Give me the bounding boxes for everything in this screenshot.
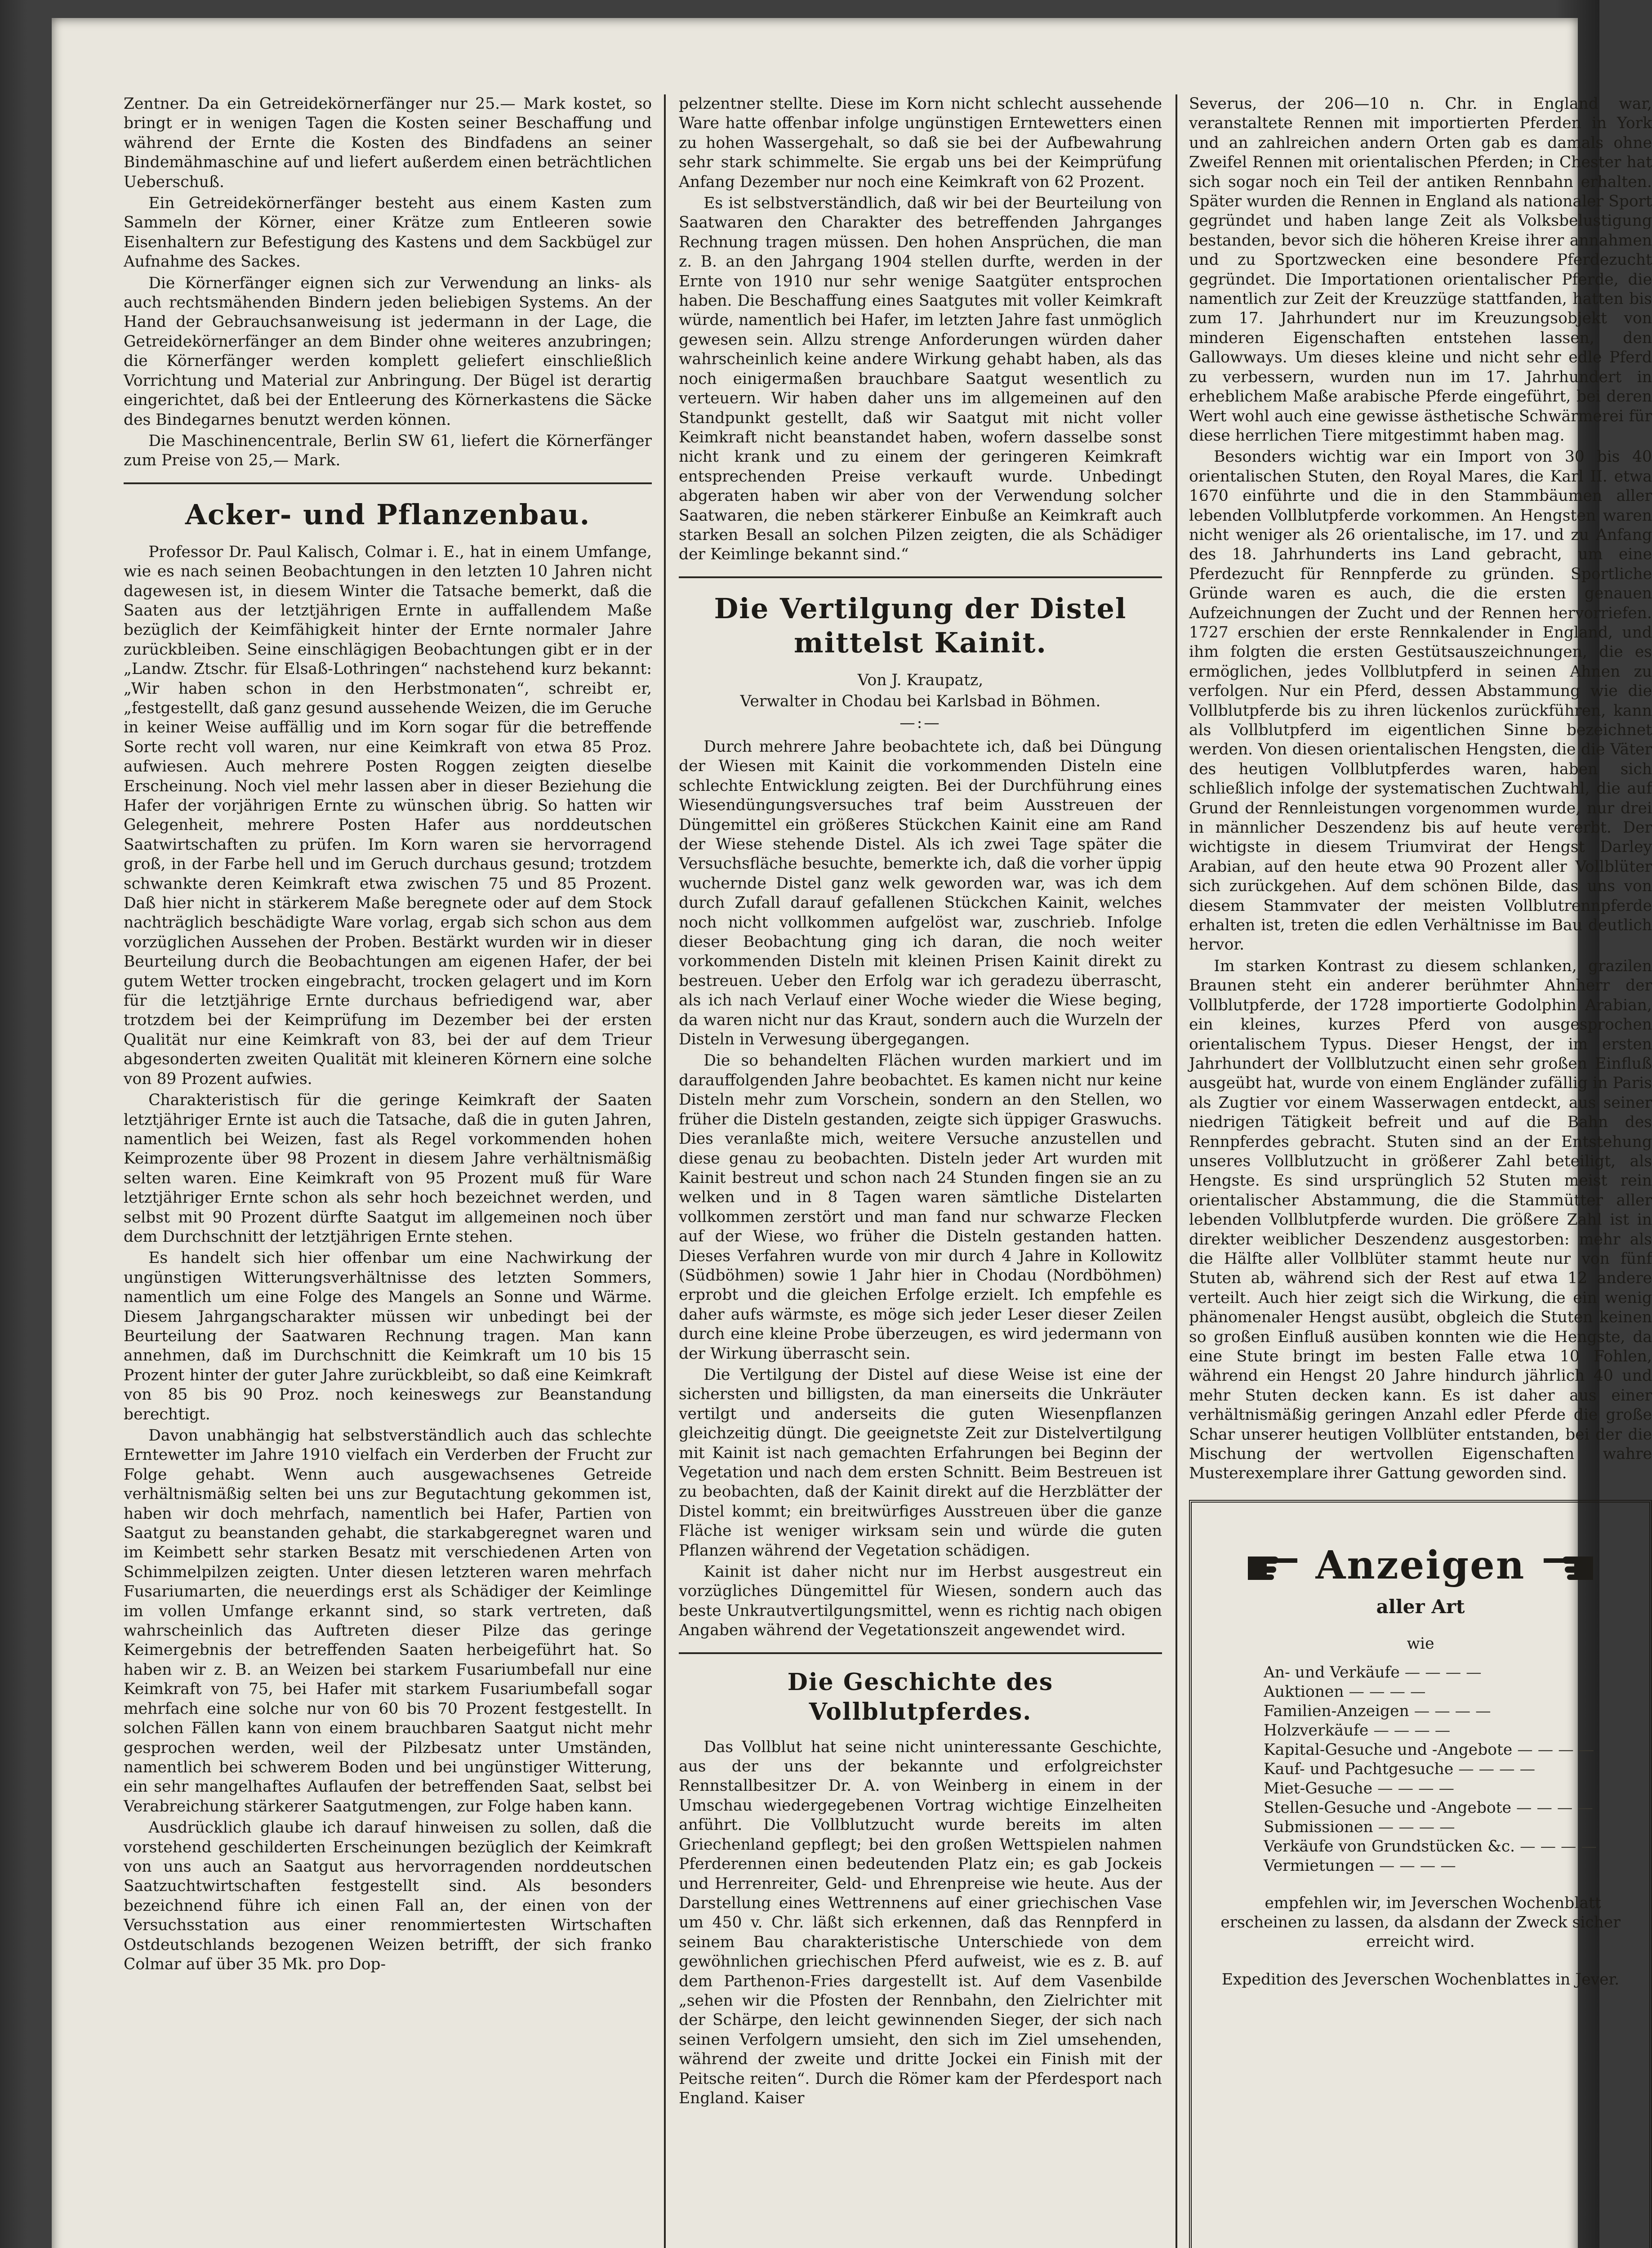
list-item: Submissionen — — — — xyxy=(1264,1818,1627,1837)
vollblut-article-body xyxy=(679,1738,1162,2109)
column-1 xyxy=(124,94,652,2244)
column-divider xyxy=(1176,94,1177,2248)
newspaper-page xyxy=(52,18,1652,2248)
ad-category-list xyxy=(1264,1663,1627,1876)
paragraph: Davon unabhängig hat selbstverständlich auch das schlechte Erntewetter im Jahre 1910 vielfach ein Verderben der Frucht zur Folge gehabt. Wenn auch ausgewachsenes Getreide verhältnismäßig selten bei uns zur Begutachtung gekommen ist, haben wir doch mehrfach, namentlich bei Hafer, Partien von Saatgut zu beanstanden gehabt, die starkabgeregnet waren und im Keimbett sehr starken Besatz mit verschiedenen Arten von Schimmelpilzen zeigten. Unter diesen letzteren waren mehrfach Fusariumarten, die neuerdings erst als Schädiger der Keimlinge im vollen Umfange erkannt sind, so stark vertreten, daß wahrscheinlich das Auftreten dieser Pilze das geringe Keimergebnis der betreffenden Saaten herbeigeführt hat. So haben wir z. B. an Weizen bei starkem Fusariumbefall nur eine Keimkraft von 75, bei Hafer mit starkem Fusariumbefall sogar mehrfach eine solche nur von 60 bis 70 Prozent festgestellt. In solchen Fällen kann von einem brauchbaren Saatgut nicht mehr gesprochen werden, weil der Pilzbesatz unter Umständen, namentlich bei schwerem Boden und bei ungünstiger Witterung, ein sehr mangelhaftes Auflaufen der betreffenden Saat, selbst bei Verabreichung stärkerer Saatgutmengen, zur Folge haben kann. xyxy=(124,1427,652,1815)
paragraph: Ein Getreidekörnerfänger besteht aus einem Kasten zum Sammeln der Körner, einer Krätze zum Entleeren sowie Eisenhaltern zur Befestigung des Kastens und dem Sackbügel zur Aufnahme des Sackes. xyxy=(124,194,652,271)
paragraph: Die Vertilgung der Distel auf diese Weise ist eine der sichersten und billigsten, da man einerseits die Unkräuter vertilgt und anderseits die guten Wiesenpflanzen gleichzeitig düngt. Die geeignetste Zeit zur Distelvertilgung mit Kainit ist nach gemachten Erfahrungen bei Beginn der Vegetation und nach dem ersten Schnitt. Beim Bestreuen ist zu beobachten, daß der Kainit direkt auf die Herzblätter der Distel kommt; ein breitwürfiges Ausstreuen über die ganze Fläche ist weniger wirksam sein und würde die guten Pflanzen während der Vegetation schädigen. xyxy=(679,1365,1162,1560)
divider xyxy=(124,482,652,484)
paragraph: Durch mehrere Jahre beobachtete ich, daß bei Düngung der Wiesen mit Kainit die vorkommenden Disteln eine schlechte Entwicklung zeigten. Bei der Durchführung eines Wiesendüngungsversuches traf beim Ausstreuen der Düngemittel ein größeres Stückchen Kainit eine am Rand der Wiese stehende Distel. Als ich zwei Tage später die Versuchsfläche besuchte, bemerkte ich, daß die vorher üppig wuchernde Distel ganz welk geworden war, was ich dem durch Zufall darauf gefallenen Stückchen Kainit, welches noch nicht vollkommen aufgelöst war, zuschrieb. Infolge dieser Beobachtung ging ich daran, die noch weiter vorkommenden Disteln mit kleinen Prisen Kainit direkt zu bestreuen. Ueber den Erfolg war ich geradezu überrascht, als ich nach Verlauf einer Woche wieder die Wiese beging, da waren nicht nur das Kraut, sondern auch die Wurzeln der Disteln in Verwesung übergegangen. xyxy=(679,737,1162,1049)
list-item: Kapital-Gesuche und -Angebote — — — — xyxy=(1264,1740,1627,1760)
article-byline: Von J. Kraupatz, xyxy=(857,671,984,689)
paragraph: Es handelt sich hier offenbar um eine Nachwirkung der ungünstigen Witterungsverhältnisse des letzten Sommers, namentlich um eine Folge des Mangels an Sonne und Wärme. Diesem Jahrgangscharakter müssen wir unbedingt bei der Beurteilung der Saatwaren Rechnung tragen. Man kann annehmen, daß im Durchschnitt die Keimkraft um 10 bis 15 Prozent hinter der guter Jahre zurückbleibt, so daß eine Keimkraft von 85 bis 90 Proz. noch keineswegs zur Beanstandung berechtigt. xyxy=(124,1249,652,1423)
advertisement-box xyxy=(1189,1500,1652,2248)
section-heading: Acker- und Pflanzenbau. xyxy=(185,498,591,531)
list-item: Stellen-Gesuche und -Angebote — — — — xyxy=(1264,1798,1627,1818)
article-separator: —:— xyxy=(899,714,941,732)
distel-article-body xyxy=(679,737,1162,1641)
paragraph: Das Vollblut hat seine nicht uninteressante Geschichte, aus der uns der bekannte und erfolgreichster Rennstallbesitzer Dr. A. von Weinberg in einem in der Umschau wiedergegebenen Vortrag wichtige Einzelheiten anführt. Die Vollblutzucht wurde bereits im alten Griechenland gepflegt; bei den großen Wettspielen nahmen Pferderennen einen bedeutenden Platz ein; es gab Jockeis und Herrenreiter, Geld- und Ehrenpreise wie heute. Aus der Darstellung eines Wettrennens auf einer griechischen Vase um 450 v. Chr. läßt sich erkennen, daß das Rennpferd in seinem Bau charakteristische Unterschiede von dem gewöhnlichen griechischen Pferd aufweist, wie es z. B. auf dem Parthenon-Fries dargestellt ist. Auf dem Vasenbilde „sehen wir die Pfosten der Rennbahn, den Zielrichter mit der Schärpe, den leicht gewinnenden Sieger, der sich nach seinen Verfolgern umsieht, den sich im Ziel umsehenden, während der zweite und dritte Jockei ein Finish mit der Peitsche reiten“. Durch die Römer kam der Pferdesport nach England. Kaiser xyxy=(679,1738,1162,2107)
ad-wie: wie xyxy=(1407,1635,1434,1653)
paragraph: Kainit ist daher nicht nur im Herbst ausgestreut ein vorzügliches Düngemittel für Wiesen, sondern auch das beste Unkrautvertilgungsmittel, wenn es richtig nach obigen Angaben während der Vegetationszeit angewendet wird. xyxy=(679,1563,1162,1640)
col2-intro xyxy=(679,94,1162,565)
list-item: Miet-Gesuche — — — — xyxy=(1264,1779,1627,1798)
col1-intro xyxy=(124,94,652,471)
pointing-hand-left-icon xyxy=(1541,1548,1595,1583)
list-item: Kauf- und Pachtgesuche — — — — xyxy=(1264,1760,1627,1779)
article-title-distel: Die Vertilgung der Distel mittelst Kainit. xyxy=(714,592,1127,659)
column-3 xyxy=(1189,94,1652,2244)
col1-article xyxy=(124,543,652,1975)
list-item: Verkäufe von Grundstücken &c. — — — — xyxy=(1264,1837,1627,1856)
ad-text: empfehlen wir, im Jeverschen Wochenblatt erscheinen zu lassen, da alsdann der Zweck sicher erreicht wird. xyxy=(1220,1894,1621,1951)
pointing-hand-right-icon xyxy=(1246,1548,1300,1583)
column-divider xyxy=(664,94,666,2248)
list-item: Familien-Anzeigen — — — — xyxy=(1264,1702,1627,1721)
list-item: An- und Verkäufe — — — — xyxy=(1264,1663,1627,1682)
ad-subtitle: aller Art xyxy=(1376,1595,1465,1618)
paragraph: Die Körnerfänger eignen sich zur Verwendung an links- als auch rechtsmähenden Bindern jeden beliebigen Systems. An der Hand der Gebrauchsanweisung ist jedermann in der Lage, die Getreidekörnerfänger an dem Binder ohne weiteres anzubringen; die Körnerfänger werden komplett geliefert einschließlich Vorrichtung und Material zur Anbringung. Der Bügel ist derartig eingerichtet, daß bei der Entleerung des Körnerkastens die Säcke des Bindegarnes benutzt werden können. xyxy=(124,274,652,429)
list-item: Holzverkäufe — — — — xyxy=(1264,1721,1627,1740)
list-item: Auktionen — — — — xyxy=(1264,1682,1627,1702)
divider xyxy=(679,1652,1162,1654)
paragraph: Professor Dr. Paul Kalisch, Colmar i. E., hat in einem Umfange, wie es nach seinen Beobachtungen in den letzten 10 Jahren nicht dagewesen ist, in diesem Winter die Tatsache bemerkt, daß die Saaten aus der letztjährigen Ernte in auffallendem Maße bezüglich der Keimfähigkeit hinter der Ernte normaler Jahre zurückbleiben. Seine einschlägigen Beobachtungen gibt er in der „Landw. Ztschr. für Elsaß-Lothringen“ nachstehend kurz bekannt: „Wir haben schon in den Herbstmonaten“, schreibt er, „festgestellt, daß ganz gesund aussehende Weizen, die im Geruche in keiner Weise auffällig und im Korn sogar für die betreffende Sorte recht voll waren, nur eine Keimkraft von etwa 85 Proz. aufwiesen. Auch mehrere Posten Roggen zeigten dieselbe Erscheinung. Noch viel mehr lassen aber in dieser Beziehung die Hafer der vorjährigen Ernte zu wünschen übrig. So hatten wir Gelegenheit, mehrere Posten Hafer aus norddeutschen Saatwirtschaften zu prüfen. Im Korn waren sie hervorragend groß, in der Farbe hell und im Geruch durchaus gesund; trotzdem schwankte deren Keimkraft etwa zwischen 75 und 85 Prozent. Daß hier nicht in stärkerem Maße beregnete oder auf dem Stock nachträglich beschädigte Ware vorlag, ergab sich schon aus dem vorzüglichen Aussehen der Proben. Bestärkt wurden wir in dieser Beurteilung durch die Beobachtungen am eigenen Hafer, der bei gutem Wetter trocken eingebracht, trocken gelagert und im Korn für die letztjährige Ernte durchaus befriedigend war, aber trotzdem bei der Keimprüfung im Dezember bei der ersten Qualität nur eine Keimkraft von 83, bei der auf dem Trieur abgesonderten zweiten Qualität mit kleineren Körnern eine solche von 89 Prozent aufwies. xyxy=(124,543,652,1088)
article-title-vollblut: Die Geschichte des Vollblutpferdes. xyxy=(787,1668,1054,1726)
ad-header xyxy=(1214,1543,1627,1588)
paragraph: Es ist selbstverständlich, daß wir bei der Beurteilung von Saatwaren den Charakter des betreffenden Jahrganges Rechnung tragen müssen. Den hohen Ansprüchen, die man z. B. an den Jahrgang 1904 stellen durfte, werden in der Ernte von 1910 nur sehr wenige Saatgüter entsprochen haben. Die Beschaffung eines Saatgutes mit voller Keimkraft würde, namentlich bei Hafer, im letzten Jahre fast unmöglich gewesen sein. Allzu strenge Anforderungen würden daher wahrscheinlich keine andere Wirkung gehabt haben, als das noch einigermaßen brauchbare Saatgut wesentlich zu verteuern. Wir haben daher uns im allgemeinen auf den Standpunkt gestellt, daß wir Saatgut mit nicht voller Keimkraft nicht beanstandet haben, wofern dasselbe sonst nicht krank und zu einem der geringeren Keimkraft entsprechenden Preise verkauft wurde. Unbedingt abgeraten haben wir aber von der Verwendung solcher Saatwaren, die neben stärkerer Einbuße an Keimkraft auch starken Besall an solchen Pilzen zeigten, die als Schädiger der Keimlinge bekannt sind.“ xyxy=(679,194,1162,564)
paragraph: pelzentner stellte. Diese im Korn nicht schlecht aussehende Ware hatte offenbar infolge ungünstigen Erntewetters einen zu hohen Wassergehalt, so daß sie bei der Aufbewahrung sehr stark schimmelte. Sie ergab uns bei der Keimprüfung Anfang Dezember nur noch eine Keimkraft von 62 Prozent. xyxy=(679,95,1162,191)
list-item: Vermietungen — — — — xyxy=(1264,1856,1627,1876)
paragraph: Die Maschinencentrale, Berlin SW 61, liefert die Körnerfänger zum Preise von 25,— Mark. xyxy=(124,432,652,470)
article-byline-location: Verwalter in Chodau bei Karlsbad in Böhmen. xyxy=(740,692,1101,711)
paragraph: Zentner. Da ein Getreidekörnerfänger nur 25.— Mark kostet, so bringt er in wenigen Tagen die Kosten seiner Beschaffung und während der Ernte die Kosten des Bindfadens an seiner Bindemähmaschine auf und liefert außerdem einen beträchtlichen Ueberschuß. xyxy=(124,95,652,191)
paragraph: Severus, der 206—10 n. Chr. in England war, veranstaltete Rennen mit importierten Pferden in York und an zahlreichen andern Orten gab es damals ohne Zweifel Rennen mit orientalischen Pferden; in Chester hat sich sogar noch ein Teil der antiken Rennbahn erhalten. Später wurden die Rennen in England als nationaler Sport gegründet und haben lange Zeit als Volksbelustigung bestanden, bevor sich die höheren Kreise ihrer annahmen und zu Sportzwecken eine besondere Pferdezucht gegründet. Die Importationen orientalischer Pferde, die namentlich zur Zeit der Kreuzzüge stattfanden, hatten bis zum 17. Jahrhundert nur im Kreuzungsobjekt von minderen Eigenschaften entstehen lassen, den Gallowways. Um dieses kleine und nicht sehr edle Pferd zu verbessern, wurden nun im 17. Jahrhundert in erheblichem Maße arabische Pferde eingeführt, bei deren Wert wohl auch eine gewisse ästhetische Schwärmerei für diese herrlichen Tiere mitgestimmt haben mag. xyxy=(1189,95,1652,445)
paragraph: Die so behandelten Flächen wurden markiert und im darauffolgenden Jahre beobachtet. Es kamen nicht nur keine Disteln mehr zum Vorschein, sondern an den Stellen, wo früher die Disteln gestanden, zeigte sich üppiger Graswuchs. Dies veranlaßte mich, weitere Versuche anzustellen und diese genau zu beobachten. Disteln jeder Art wurden mit Kainit bestreut und schon nach 24 Stunden fingen sie an zu welken und in 8 Tagen waren sämtliche Distelarten vollkommen zerstört und man fand nur schwarze Flecken auf der Wiese, wo früher die Disteln gestanden hatten. Dieses Verfahren wurde von mir durch 4 Jahre in Kollowitz (Südböhmen) sowie 1 Jahr hier in Chodau (Nordböhmen) erprobt und die gleichen Erfolge erzielt. Ich empfehle es daher aufs wärmste, es möge sich jeder Leser dieser Zeilen durch eine kleine Probe überzeugen, es wird jedermann von der Wirkung überrascht sein. xyxy=(679,1052,1162,1363)
paragraph: Ausdrücklich glaube ich darauf hinweisen zu sollen, daß die vorstehend geschilderten Erscheinungen bezüglich der Keimkraft von uns auch an Saatgut aus hervorragenden norddeutschen Saatzuchtwirtschaften festgestellt sind. Als besonders bezeichnend führe ich einen Fall an, der einen von der Versuchsstation aus einer renommiertesten Wirtschaften Ostdeutschlands bezogenen Weizen betrifft, der sich franko Colmar auf über 35 Mk. pro Dop- xyxy=(124,1819,652,1973)
paragraph: Besonders wichtig war ein Import von 30 bis 40 orientalischen Stuten, den Royal Mares, die Karl II. etwa 1670 einführte und die in den Stammbäumen aller lebenden Vollblutpferde vorkommen. An Hengsten waren nicht weniger als 26 orientalische, im 17. und zu Anfang des 18. Jahrhunderts ins Land gebracht, um eine Pferdezucht für Rennpferde zu gründen. Sportliche Gründe waren es auch, die die ersten genauen Aufzeichnungen der Zucht und der Rennen hervorriefen. 1727 erschien der erste Rennkalender in England, und ihm folgten die ersten Gestütsauszeichnungen, die es ermöglichen, jedes Vollblutpferd in seinen Ahnen zu verfolgen. Nur ein Pferd, dessen Abstammung wie die Vollblutpferde bis zu ihren lückenlos zurückführen, kann als Vollblutpferd im eigentlichen Sinne bezeichnet werden. Von diesen orientalischen Hengsten, die die Väter des heutigen Vollblutpferdes waren, haben sich schließlich infolge der systematischen Zuchtwahl, die auf Grund der Rennleistungen vorgenommen wurde, nur drei in männlicher Deszendenz bis auf heute vererbt. Der wichtigste in diesem Triumvirat der Hengst Darley Arabian, auf den heute etwa 90 Prozent aller Vollblüter sich zurückgehen. Auf dem schönen Bilde, das uns von diesem Stammvater der meisten Vollblutrennpferde erhalten ist, treten die edlen Verhältnisse im Bau deutlich hervor. xyxy=(1189,448,1652,954)
ad-title: Anzeigen xyxy=(1315,1542,1526,1588)
paragraph: Charakteristisch für die geringe Keimkraft der Saaten letztjähriger Ernte ist auch die Tatsache, daß die in guten Jahren, namentlich bei Weizen, fast als Regel vorkommenden hohen Keimprozente über 98 Prozent in diesem Jahre verhältnismäßig selten waren. Eine Keimkraft von 95 Prozent muß für Ware letztjähriger Ernte schon als sehr hoch bezeichnet werden, und selbst mit 90 Prozent dürfte Saatgut im allgemeinen noch über dem Durchschnitt der letztjährigen Ernte stehen. xyxy=(124,1091,652,1246)
divider xyxy=(679,576,1162,578)
ad-signature: Expedition des Jeverschen Wochenblattes in Jever. xyxy=(1221,1970,1620,1989)
paragraph: Im starken Kontrast zu diesem schlanken, grazilen Braunen steht ein anderer berühmter Ahnherr der Vollblutpferde, der 1728 importierte Godolphin Arabian, ein kleines, kurzes Pferd von ausgesprochen orientalischem Typus. Dieser Hengst, der im ersten Jahrhundert der Vollblutzucht einen sehr großen Einfluß ausgeübt hat, wurde von einem Engländer zufällig in Paris als Zugtier vor einem Wasserwagen entdeckt, aus seiner niedrigen Tätigkeit befreit und auf die Bahn des Rennpferdes gebracht. Stuten sind an der Entstehung unseres Vollblutzucht in größerer Zahl beteiligt, als Hengste. Es sind ursprünglich 52 Stuten meist rein orientalischer Abstammung, die die Stammütter aller lebenden Vollblutpferde wurden. Die größere Zahl ist in direkter weiblicher Deszendenz ausgestorben: mehr als die Hälfte aller Vollblüter stammt heute nur von fünf Stuten ab, während sich der Rest auf etwa 12 andere verteilt. Auch hier zeigt sich die Wirkung, die ein wenig phänomenaler Hengst ausübt, obgleich die Stuten keinen so großen Einfluß ausüben konnten wie die Hengste, da eine Stute bringt im besten Falle etwa 10 Fohlen, während ein Hengst 20 Jahre hindurch jährlich 40 und mehr Stuten decken kann. Es ist daher aus einer verhältnismäßig geringen Anzahl edler Pferde die große Schar unserer heutigen Vollblüter entstanden, bei der die Mischung der wertvollen Eigenschaften wahre Musterexemplare ihrer Gattung geworden sind. xyxy=(1189,957,1652,1483)
column-2 xyxy=(679,94,1162,2244)
